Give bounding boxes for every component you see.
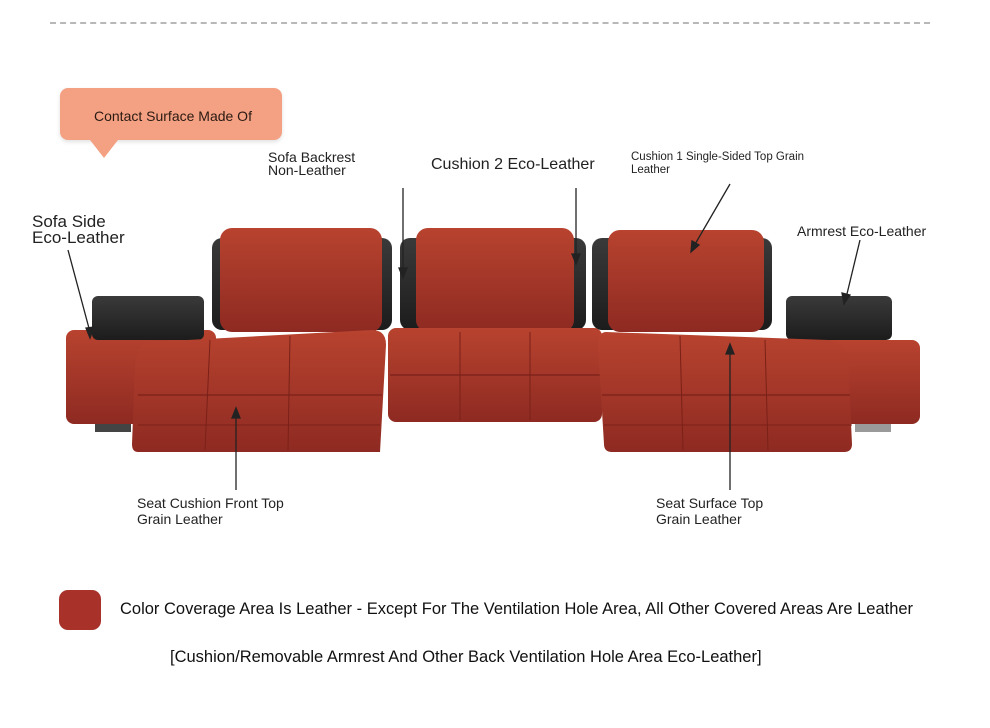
callout-armrest: Armrest Eco-Leather: [797, 223, 927, 239]
callout-seat-surface: Seat Surface Top Grain Leather: [656, 495, 764, 527]
back-cushions: [220, 228, 764, 332]
callout-sofa-side: Sofa Side Eco-Leather: [32, 212, 125, 247]
leather-color-swatch: [59, 590, 101, 630]
middle-seat: [388, 328, 602, 422]
right-chaise: [598, 332, 852, 452]
left-chaise: [132, 330, 386, 452]
callout-backrest: Sofa Backrest Non-Leather: [268, 149, 356, 178]
eco-leather-note: [Cushion/Removable Armrest And Other Back Ventilation Hole Area Eco-Leather]: [170, 648, 762, 666]
callout-cushion-1: Cushion 1 Single-Sided Top Grain Leather: [631, 151, 805, 176]
contact-surface-badge: [60, 88, 282, 140]
callout-cushion-2: Cushion 2 Eco-Leather: [431, 156, 595, 173]
callout-seat-front: Seat Cushion Front Top Grain Leather: [137, 495, 284, 527]
legend-text: Color Coverage Area Is Leather - Except For The Ventilation Hole Area, All Other Covered Areas Are Leather: [120, 600, 914, 618]
badge-label: Contact Surface Made Of: [94, 108, 252, 124]
